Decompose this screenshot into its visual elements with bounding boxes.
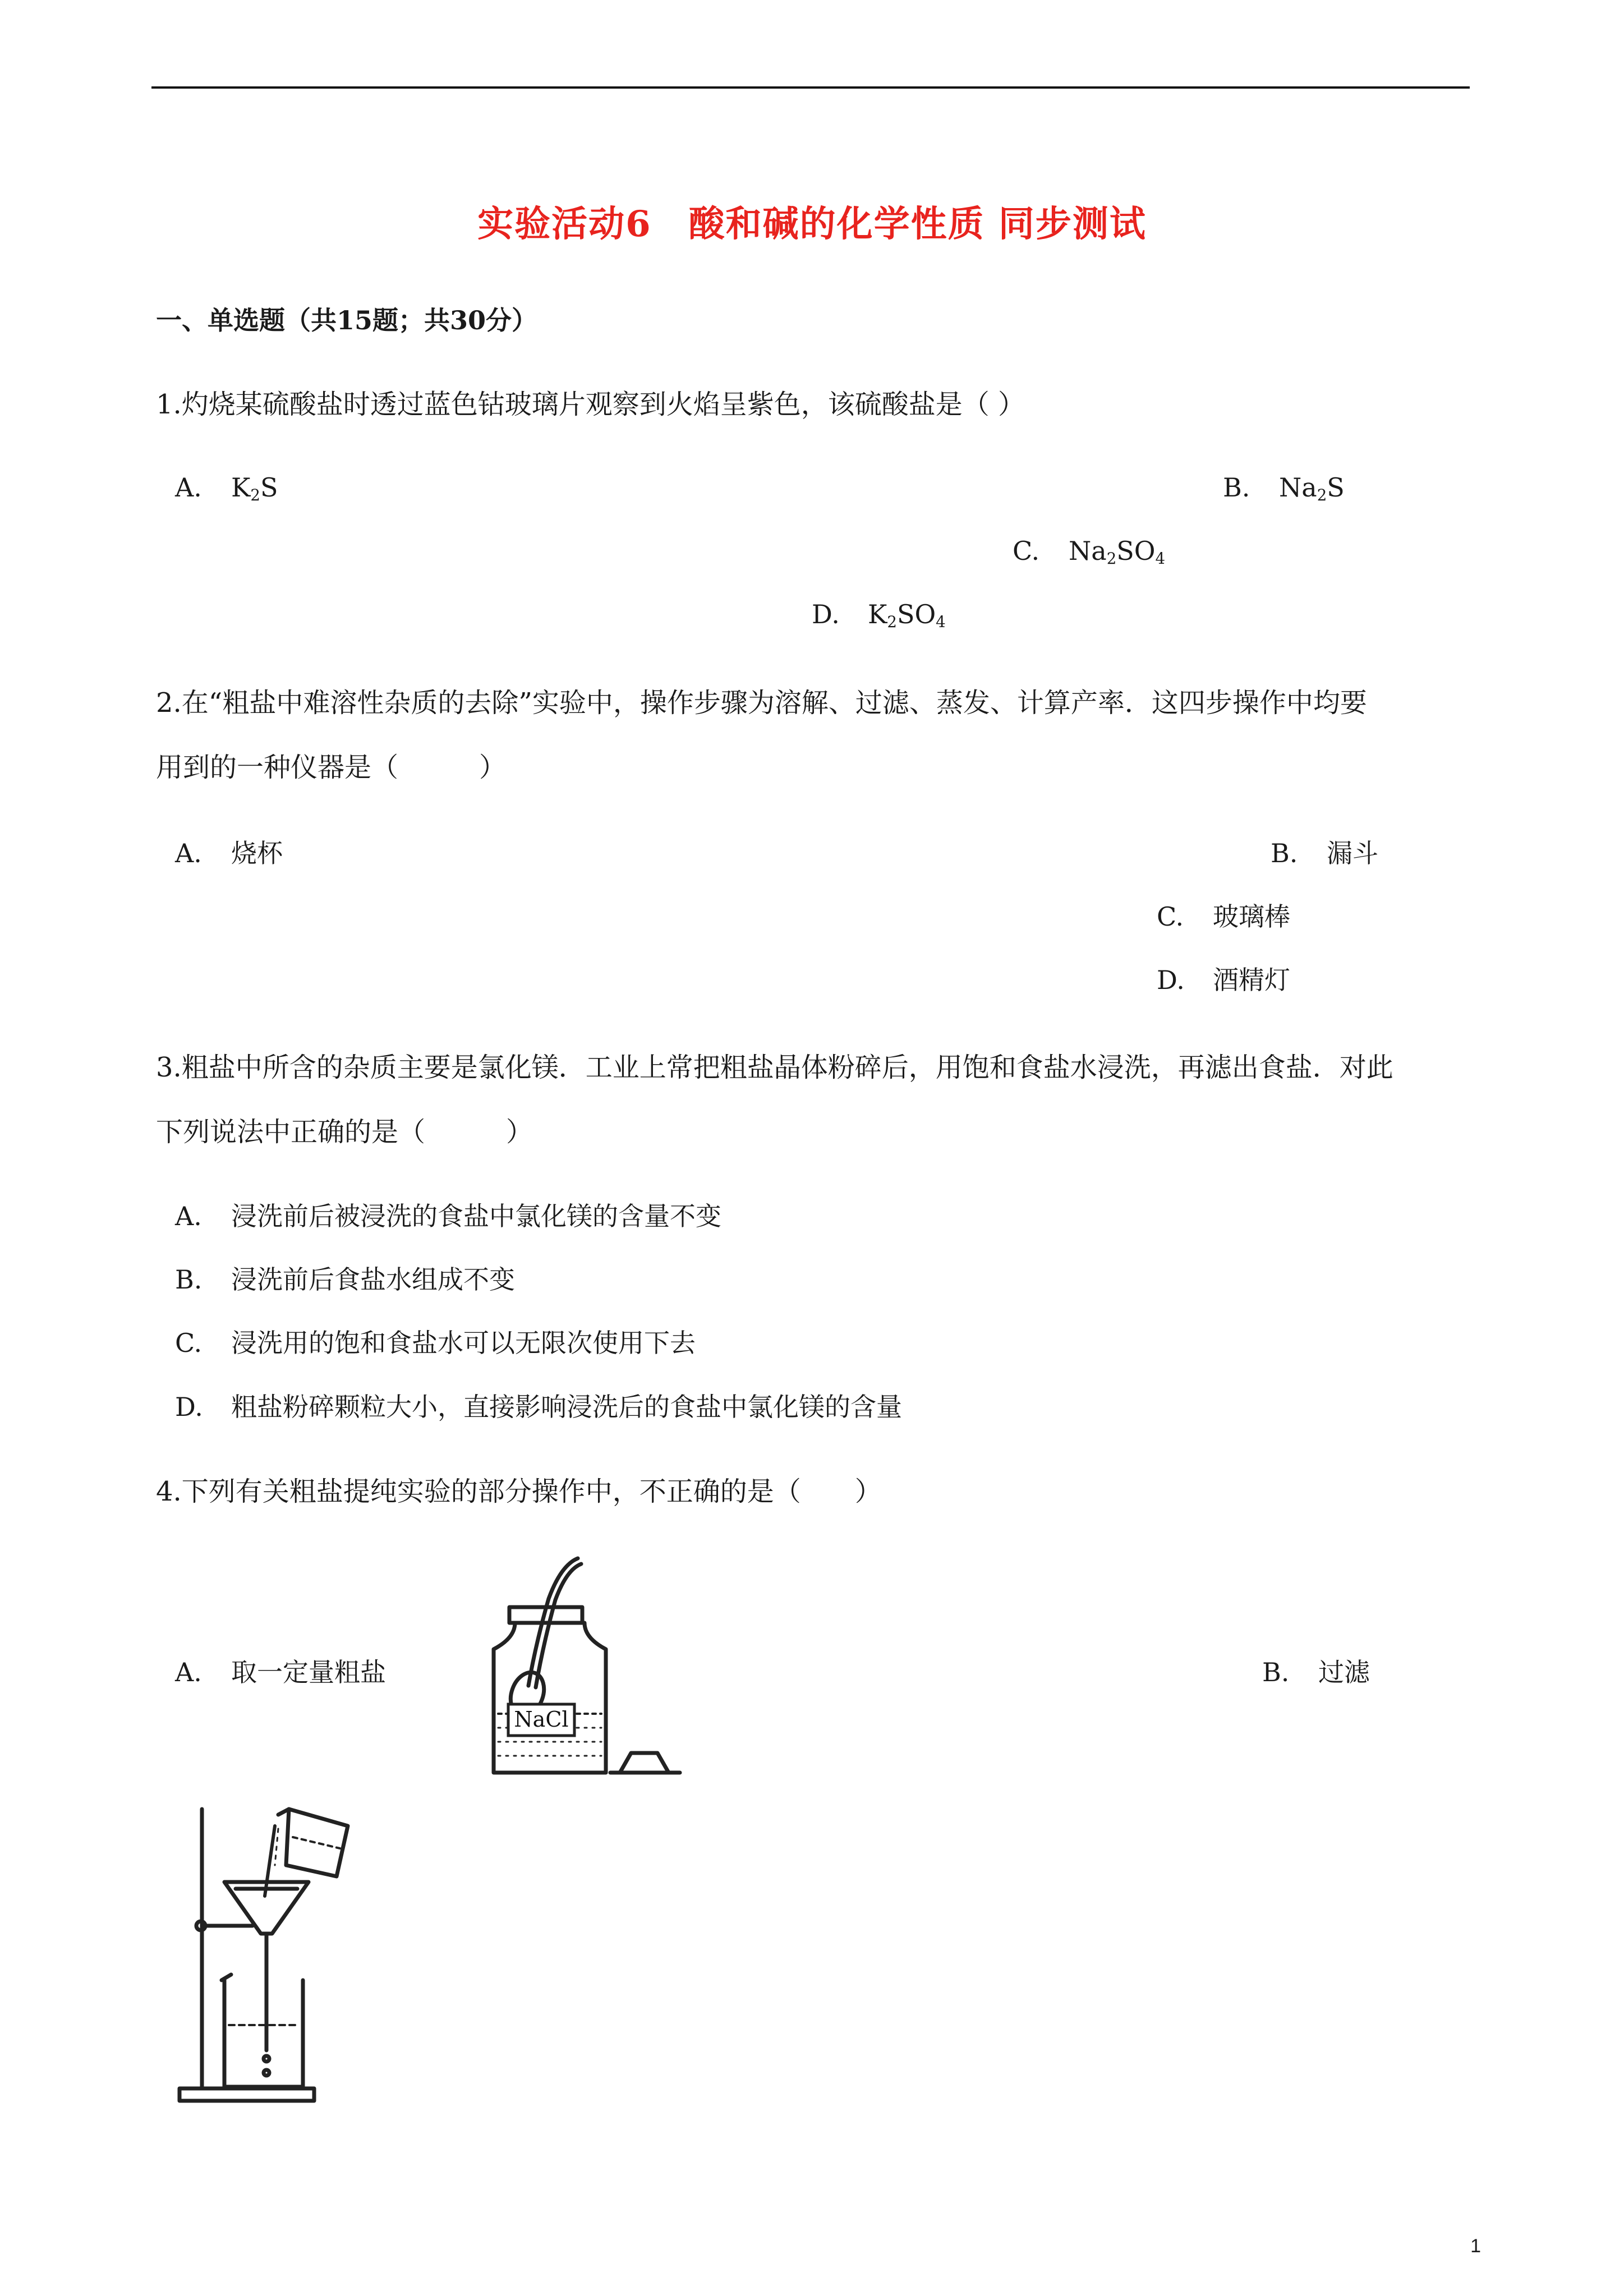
question-4-option-b[interactable]: B. 过滤 bbox=[1262, 1657, 1370, 1687]
option-letter: B. bbox=[1223, 472, 1250, 503]
bottle-label-text: NaCl bbox=[514, 1707, 569, 1732]
option-letter: A. bbox=[175, 1657, 202, 1687]
filtration-apparatus-figure bbox=[168, 1803, 370, 2106]
question-1-option-b[interactable]: B. $Na_2S$ bbox=[1223, 472, 1345, 504]
question-3-stem-line-1: 3.粗盐中所含的杂质主要是氯化镁．工业上常把粗盐晶体粉碎后，用饱和食盐水浸洗，再滤出食盐．对此 bbox=[156, 1052, 1393, 1083]
question-4-option-a[interactable]: A. 取一定量粗盐 bbox=[175, 1657, 386, 1687]
option-letter: C. bbox=[1157, 901, 1184, 932]
question-2-option-a[interactable]: A. 烧杯 bbox=[175, 838, 283, 868]
question-1-option-c[interactable]: C. $Na_2SO_4$ bbox=[1013, 536, 1166, 568]
option-letter: B. bbox=[175, 1264, 203, 1295]
header-rule bbox=[151, 86, 1470, 89]
question-2-option-d[interactable]: D. 酒精灯 bbox=[1157, 965, 1290, 995]
question-2-stem-line-2: 用到的一种仪器是（ ） bbox=[156, 752, 507, 783]
page-number: 1 bbox=[1470, 2235, 1481, 2257]
option-letter: D. bbox=[1157, 965, 1185, 995]
question-4-stem: 4.下列有关粗盐提纯实验的部分操作中，不正确的是（ ） bbox=[156, 1476, 882, 1507]
option-letter: C. bbox=[1013, 536, 1040, 566]
question-3-option-a[interactable]: A. 浸洗前后被浸洗的食盐中氯化镁的含量不变 bbox=[175, 1201, 721, 1231]
option-letter: A. bbox=[175, 838, 202, 868]
question-1-stem: 1.灼烧某硫酸盐时透过蓝色钴玻璃片观察到火焰呈紫色，该硫酸盐是（ ） bbox=[156, 389, 1025, 420]
section-heading: 一、单选题（共15题；共30分） bbox=[156, 305, 538, 335]
option-letter: A. bbox=[175, 472, 202, 503]
question-3-option-b[interactable]: B. 浸洗前后食盐水组成不变 bbox=[175, 1264, 515, 1295]
reagent-bottle-figure bbox=[482, 1554, 684, 1778]
question-3-option-d[interactable]: D. 粗盐粉碎颗粒大小，直接影响浸洗后的食盐中氯化镁的含量 bbox=[175, 1392, 902, 1422]
question-2-stem-line-1: 2.在“粗盐中难溶性杂质的去除”实验中，操作步骤为溶解、过滤、蒸发、计算产率．这四步操作中均要 bbox=[156, 687, 1367, 719]
question-2-option-b[interactable]: B. 漏斗 bbox=[1271, 838, 1378, 868]
page-title: 实验活动6 酸和碱的化学性质 同步测试 bbox=[477, 203, 1147, 245]
question-1-option-a[interactable]: A. $K_2S$ bbox=[175, 472, 278, 504]
option-letter: B. bbox=[1262, 1657, 1290, 1687]
option-letter: C. bbox=[175, 1328, 203, 1358]
question-3-option-c[interactable]: C. 浸洗用的饱和食盐水可以无限次使用下去 bbox=[175, 1328, 696, 1358]
question-2-option-c[interactable]: C. 玻璃棒 bbox=[1157, 901, 1290, 932]
option-letter: B. bbox=[1271, 838, 1298, 868]
option-letter: A. bbox=[175, 1201, 202, 1231]
question-1-option-d[interactable]: D. $K_2SO_4$ bbox=[812, 599, 946, 631]
question-3-stem-line-2: 下列说法中正确的是（ ） bbox=[156, 1116, 533, 1148]
option-letter: D. bbox=[812, 599, 840, 629]
option-letter: D. bbox=[175, 1392, 203, 1422]
